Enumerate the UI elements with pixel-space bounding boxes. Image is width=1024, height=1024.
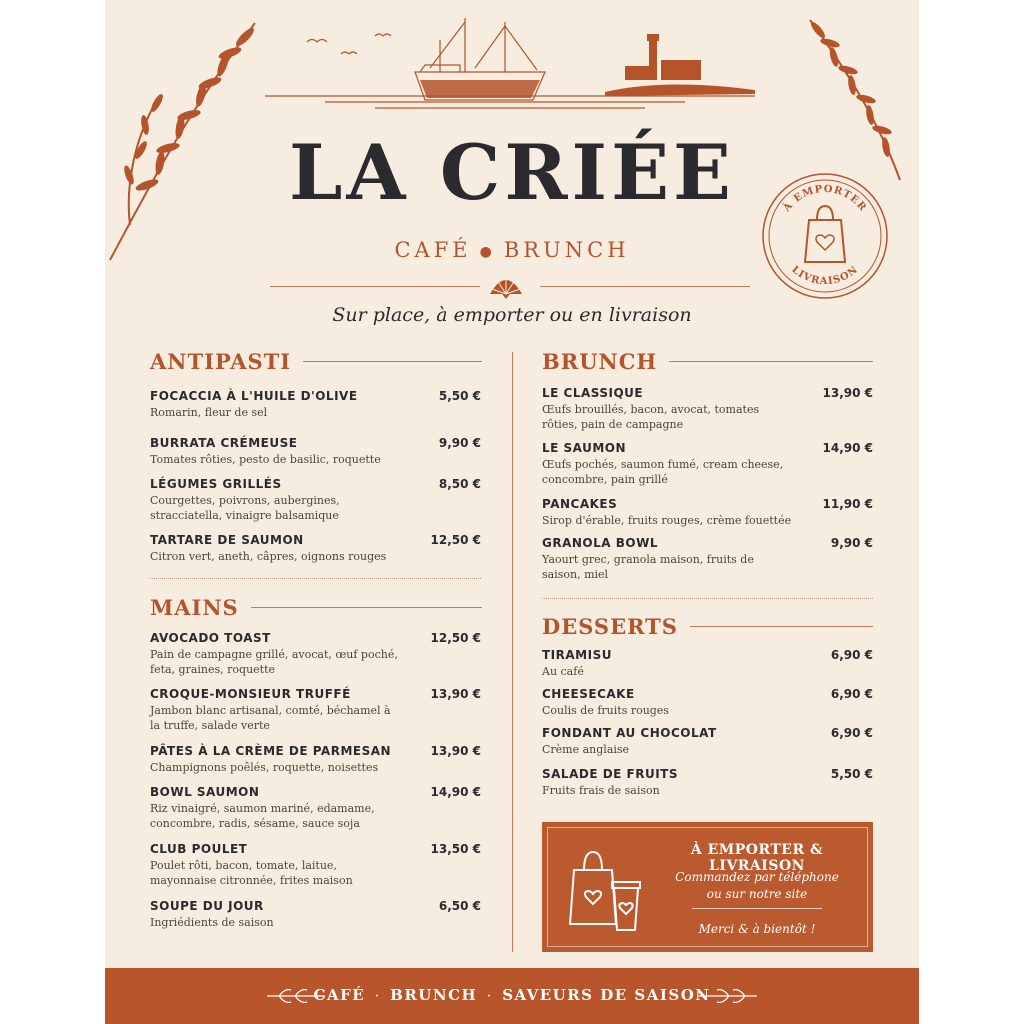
bullet-icon: ● [479, 243, 496, 260]
section-heading-desserts: DESSERTS [542, 614, 873, 639]
section-heading-antipasti: ANTIPASTI [150, 349, 482, 374]
menu-item: SALADE DE FRUITS 5,50 € Fruits frais de saison [542, 767, 873, 797]
menu-item: LÉGUMES GRILLÉS 8,50 € Courgettes, poivrons, aubergines, stracciatella, vinaigre balsamique [150, 477, 481, 522]
badge-bottom-text: LIVRAISON [789, 264, 861, 288]
menu-item: FOCACCIA À L'HUILE D'OLIVE 5,50 € Romarin, fleur de sel [150, 389, 481, 419]
footer-text: CAFÉ · BRUNCH · SAVEURS DE SAISON [313, 986, 711, 1004]
menu-item: BOWL SAUMON 14,90 € Riz vinaigré, saumon mariné, edamame, concombre, radis, sésame, sauce soja [150, 785, 481, 830]
takeaway-badge [759, 170, 891, 302]
dotted-divider [542, 598, 873, 599]
subtitle-cafe: CAFÉ [394, 238, 472, 262]
section-heading-brunch: BRUNCH [542, 349, 873, 374]
section-heading-mains: MAINS [150, 595, 482, 620]
takeaway-promo-box [542, 822, 873, 952]
menu-item: CHEESECAKE 6,90 € Coulis de fruits rouges [542, 687, 873, 717]
tagline: Sur place, à emporter ou en livraison [332, 304, 692, 326]
column-divider [512, 352, 513, 952]
menu-item: PANCAKES 11,90 € Sirop d'érable, fruits rouges, crème fouettée [542, 497, 873, 527]
badge-top-text: À EMPORTER [781, 183, 869, 214]
menu-item: FONDANT AU CHOCOLAT 6,90 € Crème anglaise [542, 726, 873, 756]
shell-icon [488, 272, 524, 300]
branch-icon [697, 984, 759, 1008]
svg-text:LIVRAISON [789, 264, 860, 287]
menu-page [105, 0, 919, 1024]
menu-item: PÂTES À LA CRÈME DE PARMESAN 13,90 € Champignons poêlés, roquette, noisettes [150, 744, 481, 774]
bag-icon [805, 206, 845, 262]
promo-signoff: Merci & à bientôt ! [698, 922, 816, 936]
menu-item: CLUB POULET 13,50 € Poulet rôti, bacon, tomate, laitue, mayonnaise citronnée, frites maison [150, 842, 481, 887]
divider [270, 286, 480, 287]
menu-item: GRANOLA BOWL 9,90 € Yaourt grec, granola maison, fruits de saison, miel [542, 536, 873, 581]
menu-item: LE SAUMON 14,90 € Œufs pochés, saumon fumé, cream cheese, concombre, pain grillé [542, 441, 873, 486]
menu-item: CROQUE-MONSIEUR TRUFFÉ 13,90 € Jambon blanc artisanal, comté, béchamel à la truffe, salade verte [150, 687, 481, 732]
restaurant-title: LA CRIÉE [289, 128, 735, 217]
divider [540, 286, 750, 287]
menu-item: AVOCADO TOAST 12,50 € Pain de campagne grillé, avocat, œuf poché, feta, graines, roquette [150, 631, 481, 676]
menu-item: BURRATA CRÉMEUSE 9,90 € Tomates rôties, pesto de basilic, roquette [150, 436, 481, 466]
menu-item: LE CLASSIQUE 13,90 € Œufs brouillés, bacon, avocat, tomates rôties, pain de campagne [542, 386, 873, 431]
lighthouse-icon [605, 30, 765, 100]
menu-item: TARTARE DE SAUMON 12,50 € Citron vert, aneth, câpres, oignons rouges [150, 533, 481, 563]
promo-title: À EMPORTER & LIVRAISON [690, 842, 824, 874]
dotted-divider [150, 578, 481, 579]
menu-item: TIRAMISU 6,90 € Au café [542, 648, 873, 678]
subtitle-brunch: BRUNCH [503, 238, 630, 262]
menu-item: SOUPE DU JOUR 6,50 € Ingriédients de saison [150, 899, 481, 929]
seagull-icon [305, 32, 405, 62]
cup-icon [606, 874, 646, 934]
footer-band [105, 968, 919, 1024]
promo-text: ou sur notre site [706, 887, 808, 901]
divider [692, 908, 822, 909]
promo-text: Commandez par téléphone [675, 870, 839, 884]
